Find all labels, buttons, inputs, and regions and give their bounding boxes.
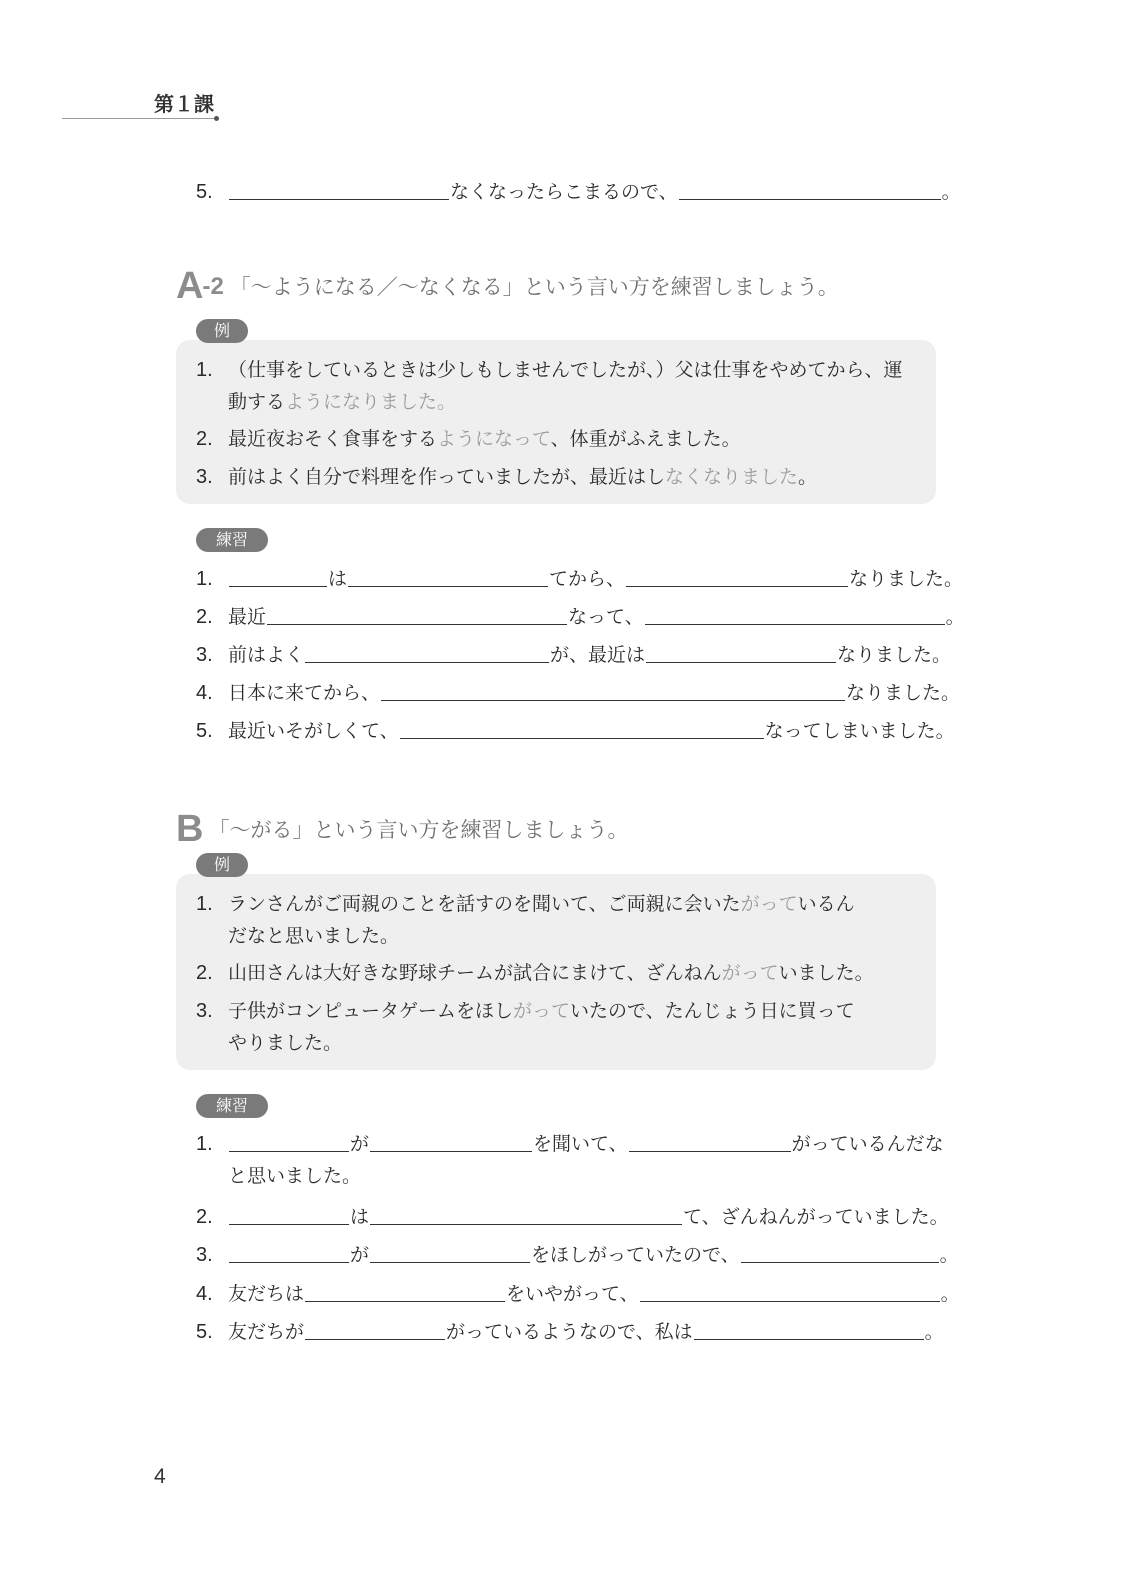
example-text: ランさんがご両親のことを話すのを聞いて、ご両親に会いた [228, 893, 741, 915]
item-text: なりました。 [849, 568, 964, 590]
section-a2-heading [176, 265, 839, 308]
item-number: 5. [196, 720, 213, 742]
example-text: やりました。 [228, 1032, 343, 1054]
top-exercise-item [196, 180, 961, 204]
item-text: 最近いそがしくて、 [228, 720, 399, 742]
section-title: 「～がる」という言い方を練習しましょう。 [208, 818, 629, 842]
example-text: （仕事をしているときは少しもしませんでしたが、）父は仕事をやめてから、運 [228, 359, 903, 381]
item-text: 前はよく [228, 644, 305, 666]
practice-item [196, 605, 965, 629]
item-number: 4. [196, 1283, 213, 1305]
example-text: だなと思いました。 [228, 925, 400, 947]
item-text: を聞いて、 [533, 1133, 628, 1155]
example-text: 山田さんは大好きな野球チームが試合にまけて、ざんねん [228, 962, 722, 984]
example-item [196, 427, 741, 451]
item-text: て、ざんねんがっていました。 [683, 1206, 949, 1228]
answer-blank[interactable] [348, 586, 548, 587]
item-text: なりました。 [846, 682, 961, 704]
item-text: てから、 [549, 568, 626, 590]
example-highlight: ようになって [437, 428, 551, 450]
item-number: 3. [196, 1000, 213, 1022]
answer-blank[interactable] [229, 1224, 349, 1225]
example-highlight: がって [740, 893, 798, 915]
practice-label: 練習 [196, 528, 268, 552]
example-text: いました。 [778, 962, 874, 984]
example-item [196, 892, 855, 916]
example-item [196, 999, 855, 1023]
example-text: 最近夜おそく食事をする [228, 428, 438, 450]
item-text: なってしまいました。 [764, 720, 955, 742]
practice-item [196, 681, 960, 705]
item-text: 最近 [228, 606, 267, 628]
item-text: がっているようなので、私は [446, 1321, 693, 1343]
example-highlight: ようになりました。 [285, 391, 457, 413]
answer-blank[interactable] [267, 624, 567, 625]
page-number: 4 [154, 1465, 166, 1488]
example-text: 子供がコンピュータゲームをほし [228, 1000, 514, 1022]
item-text: なって、 [568, 606, 644, 628]
answer-blank[interactable] [400, 738, 764, 739]
answer-blank[interactable] [741, 1262, 939, 1263]
practice-item [196, 719, 955, 743]
item-number: 4. [196, 682, 213, 704]
practice-item [196, 1282, 960, 1306]
practice-item [196, 1243, 959, 1267]
item-text: が、最近は [550, 644, 646, 666]
practice-item [196, 1205, 949, 1229]
example-text: 。 [798, 466, 818, 488]
section-subnumber: -2 [202, 273, 224, 300]
practice-item [196, 567, 963, 591]
answer-blank[interactable] [645, 624, 945, 625]
item-text: 。 [924, 1321, 944, 1343]
item-text: なりました。 [837, 644, 952, 666]
item-number: 5. [196, 181, 213, 203]
answer-blank[interactable] [381, 700, 845, 701]
item-number: 1. [196, 568, 213, 590]
answer-blank[interactable] [229, 1262, 349, 1263]
answer-blank[interactable] [629, 1151, 791, 1152]
practice-item [196, 1320, 944, 1344]
example-item-continuation [228, 1031, 342, 1055]
practice-item-continuation [228, 1164, 361, 1188]
item-number: 3. [196, 644, 213, 666]
example-text: 動する [228, 391, 286, 413]
example-item-continuation [228, 390, 456, 414]
practice-label: 練習 [196, 1094, 268, 1118]
section-letter: B [176, 808, 203, 850]
item-number: 5. [196, 1321, 213, 1343]
item-text: 日本に来てから、 [228, 682, 381, 704]
item-number: 1. [196, 1133, 213, 1155]
item-text: は [350, 1206, 370, 1228]
item-number: 2. [196, 962, 213, 984]
answer-blank[interactable] [370, 1151, 532, 1152]
item-text: と思いました。 [228, 1165, 362, 1187]
item-number: 2. [196, 606, 213, 628]
item-text: 。 [940, 1283, 960, 1305]
example-text: いるん [797, 893, 855, 915]
example-highlight: がって [721, 962, 779, 984]
item-text: は [328, 568, 348, 590]
example-label: 例 [196, 319, 248, 343]
section-b-heading [176, 808, 628, 851]
answer-blank[interactable] [679, 199, 941, 200]
example-text: 、体重がふえました。 [550, 428, 741, 450]
item-text: 友だちが [228, 1321, 305, 1343]
example-item [196, 465, 817, 489]
answer-blank[interactable] [229, 1151, 349, 1152]
item-text: 。 [939, 1244, 959, 1266]
answer-blank[interactable] [305, 1301, 505, 1302]
example-highlight: がって [513, 1000, 571, 1022]
answer-blank[interactable] [640, 1301, 940, 1302]
example-item [196, 358, 903, 382]
chapter-rule-dot [214, 116, 219, 121]
practice-item [196, 1132, 944, 1156]
answer-blank[interactable] [305, 662, 549, 663]
section-title: 「～ようになる／～なくなる」という言い方を練習しましょう。 [229, 275, 839, 299]
item-number: 2. [196, 1206, 213, 1228]
item-text: が [350, 1133, 370, 1155]
answer-blank[interactable] [370, 1224, 682, 1225]
item-number: 1. [196, 359, 213, 381]
item-number: 3. [196, 466, 213, 488]
example-item [196, 961, 874, 985]
item-number: 3. [196, 1244, 213, 1266]
item-text: 友だちは [228, 1283, 305, 1305]
answer-blank[interactable] [694, 1339, 924, 1340]
answer-blank[interactable] [305, 1339, 445, 1340]
item-number: 1. [196, 893, 213, 915]
example-highlight: なくなりました [665, 466, 799, 488]
answer-blank[interactable] [626, 586, 848, 587]
item-text: をほしがっていたので、 [531, 1244, 740, 1266]
answer-blank[interactable] [229, 586, 327, 587]
answer-blank[interactable] [229, 199, 449, 200]
item-number: 2. [196, 428, 213, 450]
example-label: 例 [196, 853, 248, 877]
section-letter: A [176, 265, 203, 307]
item-text: が [350, 1244, 370, 1266]
item-text: 。 [941, 181, 961, 203]
answer-blank[interactable] [370, 1262, 530, 1263]
example-text: いたので、たんじょう日に買って [570, 1000, 855, 1022]
chapter-rule [62, 118, 218, 119]
example-item-continuation [228, 924, 399, 948]
item-text: をいやがって、 [506, 1283, 639, 1305]
item-text: がっているんだな [791, 1133, 944, 1155]
answer-blank[interactable] [646, 662, 836, 663]
example-text: 前はよく自分で料理を作っていましたが、最近はし [228, 466, 666, 488]
chapter-heading: 第１課 [154, 92, 214, 116]
practice-item [196, 643, 951, 667]
item-text: なくなったらこまるので、 [450, 181, 678, 203]
item-text: 。 [945, 606, 965, 628]
